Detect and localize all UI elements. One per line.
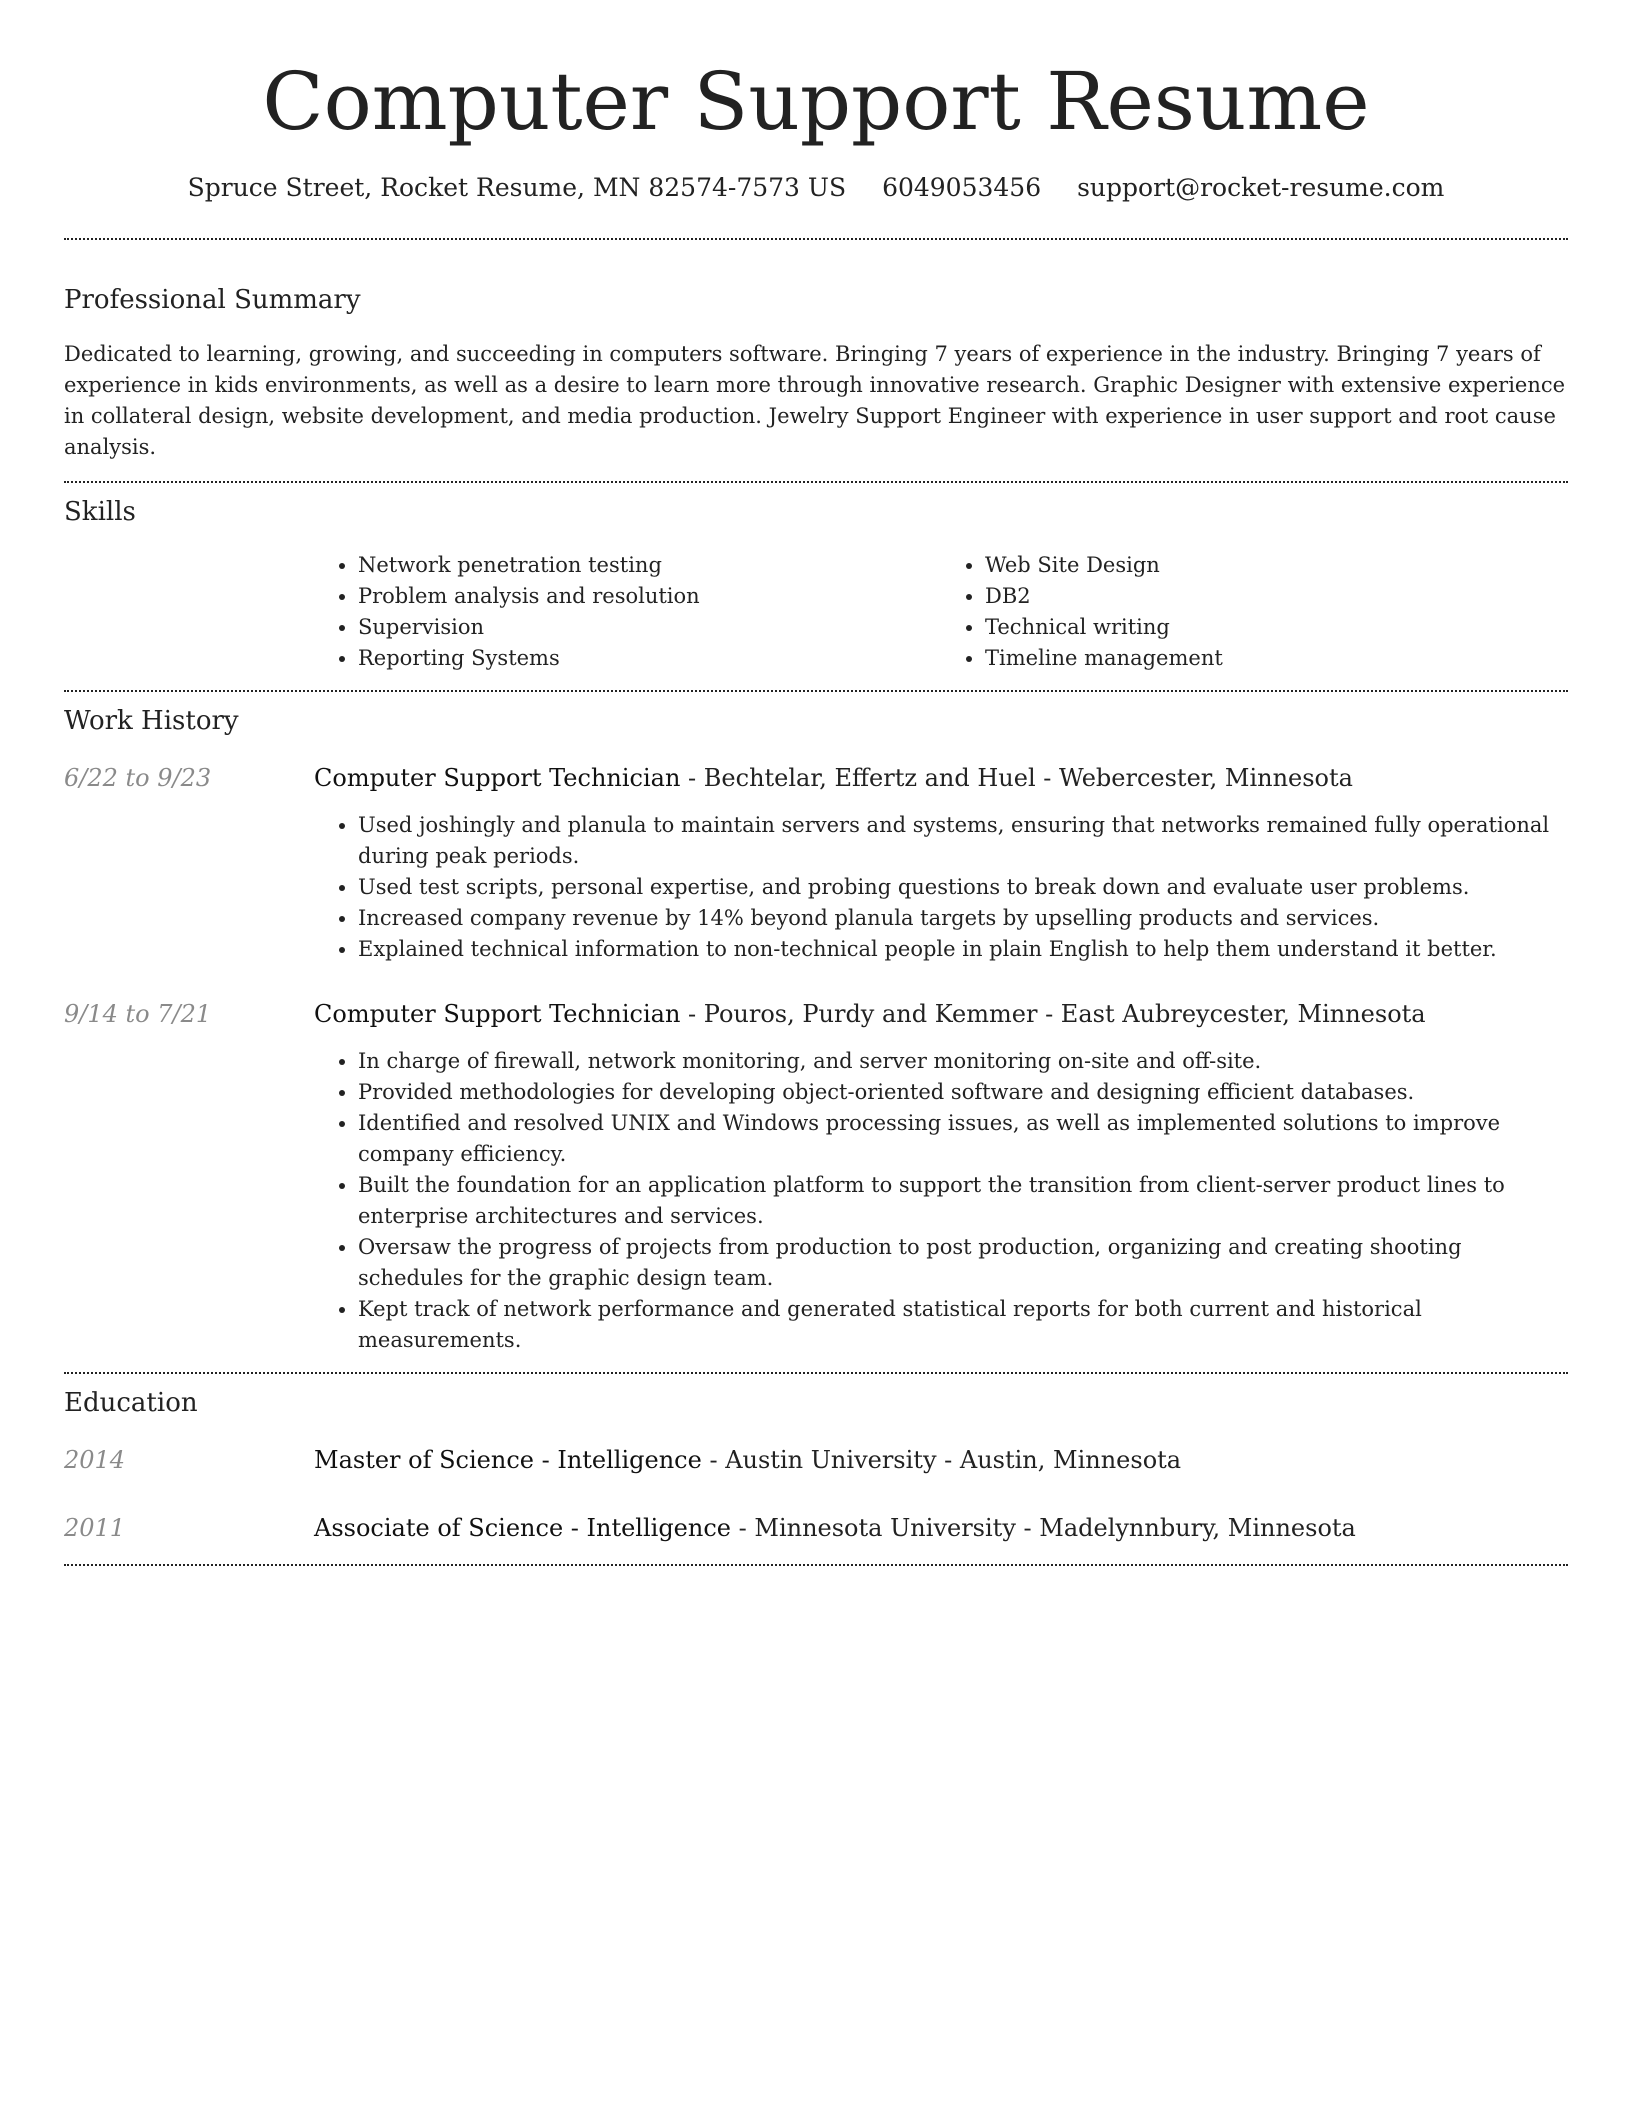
list-item: • Used test scripts, personal expertise, and probing questions to break down and evaluate user problems. [358, 872, 1568, 903]
address: Spruce Street, Rocket Resume, MN 82574-7573 US [187, 173, 847, 202]
job-title: Computer Support Technician [314, 1000, 681, 1028]
list-item: • Kept track of network performance and generated statistical reports for both current and historical measurements. [358, 1294, 1568, 1356]
education-heading [314, 1512, 1356, 1544]
section-title-summary: Professional Summary [64, 285, 361, 315]
divider [64, 1564, 1568, 1566]
education-entry [64, 1444, 1568, 1476]
skill-item: • Reporting Systems [358, 643, 941, 674]
list-item: • Explained technical information to non-technical people in plain English to help them understand it better. [358, 934, 1568, 965]
job-dates: 6/22 to 9/23 [64, 764, 212, 792]
education-details: - Minnesota University - Madelynnbury, Minnesota [731, 1514, 1356, 1542]
education-heading [314, 1444, 1181, 1476]
skill-item: • Web Site Design [985, 550, 1568, 581]
list-item: • Increased company revenue by 14% beyond planula targets by upselling products and services. [358, 903, 1568, 934]
email: support@rocket-resume.com [1077, 173, 1445, 202]
section-title-work-history: Work History [64, 706, 239, 736]
job-heading [314, 998, 1426, 1030]
divider [64, 238, 1568, 240]
list-item: • Built the foundation for an application platform to support the transition from client-server product lines to enterprise architectures and services. [358, 1170, 1568, 1232]
job-entry [64, 998, 1568, 1030]
skill-item: • Timeline management [985, 643, 1568, 674]
job-details: - Bechtelar, Effertz and Huel - Webercester, Minnesota [680, 764, 1353, 792]
job-bullets [314, 810, 1568, 965]
skill-item: • Technical writing [985, 612, 1568, 643]
resume-page [64, 0, 1568, 1566]
list-item: • Identified and resolved UNIX and Windows processing issues, as well as implemented solutions to improve company efficiency. [358, 1108, 1568, 1170]
education-year: 2011 [64, 1514, 126, 1542]
skill-item: • Problem analysis and resolution [358, 581, 941, 612]
section-title-skills: Skills [64, 497, 136, 527]
education-year: 2014 [64, 1446, 126, 1474]
degree: Associate of Science - Intelligence [314, 1514, 731, 1542]
education-details: - Austin University - Austin, Minnesota [701, 1446, 1182, 1474]
job-heading [314, 762, 1353, 794]
job-title: Computer Support Technician [314, 764, 681, 792]
skills-column-left [314, 550, 941, 674]
job-details: - Pouros, Purdy and Kemmer - East Aubreycester, Minnesota [680, 1000, 1426, 1028]
education-entry [64, 1512, 1568, 1544]
list-item: • Provided methodologies for developing object-oriented software and designing efficient databases. [358, 1077, 1568, 1108]
contact-line [64, 172, 1568, 204]
divider [64, 481, 1568, 483]
skills-column-right [941, 550, 1568, 674]
job-bullets [314, 1046, 1568, 1356]
divider [64, 1372, 1568, 1374]
skill-item: • DB2 [985, 581, 1568, 612]
list-item: • Used joshingly and planula to maintain servers and systems, ensuring that networks remained fully operational during peak periods. [358, 810, 1568, 872]
resume-title: Computer Support Resume [262, 55, 1370, 148]
skill-item: • Network penetration testing [358, 550, 941, 581]
list-item: • In charge of firewall, network monitoring, and server monitoring on-site and off-site. [358, 1046, 1568, 1077]
skill-item: • Supervision [358, 612, 941, 643]
section-title-education: Education [64, 1388, 198, 1418]
job-dates: 9/14 to 7/21 [64, 1000, 212, 1028]
job-entry [64, 762, 1568, 794]
divider [64, 690, 1568, 692]
phone: 6049053456 [882, 173, 1042, 202]
degree: Master of Science - Intelligence [314, 1446, 702, 1474]
list-item: • Oversaw the progress of projects from production to post production, organizing and creating shooting schedules for the graphic design team. [358, 1232, 1568, 1294]
skills-list [314, 550, 1568, 674]
summary-text: Dedicated to learning, growing, and succeeding in computers software. Bringing 7 years of experience in the industry. Bringing 7 years of experience in kids environments, as well as a desire to learn more through innovative research. Graphic Designer with extensive experience in collateral design, website development, and media production. Jewelry Support Engineer with experience in user support and root cause analysis. [64, 342, 1566, 459]
